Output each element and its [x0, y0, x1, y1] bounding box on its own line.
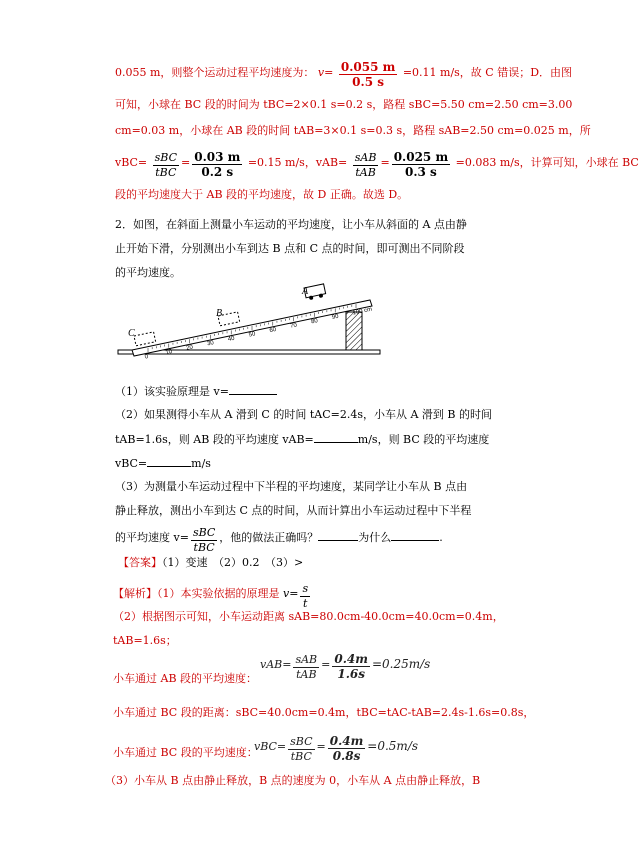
analysis-part-2-line-2: tAB=1.6s；	[113, 634, 177, 647]
part-3-line-1: （3）为测量小车运动过程中下半程的平均速度，某同学让小车从 B 点由	[115, 480, 468, 493]
analysis-part-2-line-1: （2）根据图示可知，小车运动距离 sAB=80.0cm-40.0cm=40.0cm=0.4m，	[113, 610, 504, 623]
ab-label: 小车通过 AB 段的平均速度：	[113, 672, 258, 685]
analysis-text: 0.055 m，则整个运动过程平均速度为：	[115, 66, 315, 79]
analysis-text: （1）本实验依据的原理是	[157, 587, 280, 600]
ruler-mark-label: 50	[248, 331, 257, 339]
analysis-part-3: （3）小车从 B 点由静止释放，B 点的速度为 0，小车从 A 点由静止释放，B	[105, 774, 481, 787]
fraction-numerator: 0.025 m	[393, 150, 449, 164]
incline-figure	[118, 282, 388, 364]
ab-formula: vAB= $\frac{\text{sAB}}{\text{tAB}}$ = $\frac{0.4m}{1.6s}$ =0.25m/s	[260, 652, 431, 681]
fraction-numerator: 0.4m	[334, 652, 368, 666]
fraction	[191, 526, 217, 555]
ruler-mark-label: 90	[331, 313, 340, 321]
fraction-numerator: 0.03 m	[194, 150, 241, 164]
bc-label: 小车通过 BC 段的平均速度：	[113, 746, 258, 759]
analysis-tag: 【解析】	[113, 587, 157, 600]
ruler-mark-label: 40	[227, 335, 236, 343]
fraction	[153, 151, 179, 180]
fraction-numerator: sBC	[154, 151, 177, 164]
answer-text: （1）变速 （2）0.2 （3）>	[162, 556, 304, 569]
part-2-line-3	[115, 456, 211, 471]
part-2-text: vBC=	[115, 457, 148, 470]
part-2-line-1: （2）如果测得小车从 A 滑到 C 的时间 tAC=2.4s，小车从 A 滑到 B 的时间	[115, 408, 492, 421]
fraction-numerator: sAB	[354, 151, 377, 164]
fraction	[288, 735, 314, 764]
part-3-line-3	[115, 526, 443, 555]
analysis-line-4: vBC= $\frac{\text{sBC}}{\text{tBC}}$ = $\frac{0.03 m}{0.2 s}$ =0.15 m/s，vAB= $\frac{\text{sAB}}{\text{tAB}}$ = $\frac{0.025 m}{0.3 s}$ =0.083 m/s，计算可知，小球在 BC	[115, 150, 639, 179]
answer-blank[interactable]	[318, 530, 358, 541]
formula-result: =0.25m/s	[371, 657, 431, 671]
ruler-mark-label: 100 cm	[352, 306, 373, 317]
answer-blank[interactable]	[314, 432, 358, 443]
formula-text: vBC=	[115, 156, 148, 169]
fraction	[300, 582, 310, 611]
formula-text: vAB=	[260, 658, 292, 671]
fraction-denominator: tBC	[290, 750, 312, 763]
fraction-denominator: 0.8s	[332, 749, 361, 763]
fraction-numerator: sBC	[290, 735, 313, 748]
label-a: A	[302, 286, 309, 297]
formula-v: v=	[283, 587, 299, 600]
question-line-2: 止开始下滑，分别测出小车到达 B 点和 C 点的时间，即可测出不同阶段	[115, 242, 465, 255]
part-2-line-2	[115, 432, 489, 447]
fraction-denominator: tAB	[355, 166, 376, 179]
fraction-numerator: sBC	[192, 526, 216, 539]
answer-blank[interactable]	[229, 384, 277, 395]
formula-result: =0.5m/s	[367, 739, 419, 753]
fraction	[293, 653, 319, 682]
analysis-text: =0.11 m/s，故 C 错误；D．由图	[402, 66, 573, 79]
part-3-line-2: 静止释放，测出小车到达 C 点的时间，从而计算出小车运动过程中下半程	[115, 504, 472, 517]
ruler-mark-label: 30	[206, 340, 215, 348]
answer-line	[118, 556, 303, 570]
analysis-line-2: 可知，小球在 BC 段的时间为 tBC=2×0.1 s=0.2 s，路程 sBC=5.50 cm=2.50 cm=3.00	[115, 98, 573, 111]
fraction-denominator: 0.5 s	[352, 75, 384, 89]
part-2-text: tAB=1.6s，则 AB 段的平均速度 vAB=	[115, 433, 314, 446]
fraction-denominator: 1.6s	[337, 667, 365, 681]
fraction-denominator: 0.3 s	[405, 165, 437, 179]
part-2-text: m/s，则 BC 段的平均速度	[357, 433, 490, 446]
fraction	[192, 150, 242, 179]
fraction-numerator: 0.4m	[329, 734, 364, 748]
fraction	[392, 150, 450, 179]
part-3-text: .	[439, 531, 443, 544]
formula-text: vBC=	[254, 740, 287, 753]
label-b: B	[216, 308, 223, 319]
fraction-numerator: 0.055 m	[340, 60, 396, 74]
bc-distance: 小车通过 BC 段的距离：sBC=40.0cm=0.4m，tBC=tAC-tAB=2.4s-1.6s=0.8s，	[113, 706, 535, 719]
answer-tag: 【答案】	[118, 556, 162, 569]
analysis-line-1	[115, 60, 572, 89]
part-2-text: m/s	[191, 457, 211, 470]
analysis-part-1	[113, 582, 312, 611]
fraction-denominator: tBC	[193, 541, 215, 554]
part-1-text: （1）该实验原理是 v=	[115, 385, 229, 398]
ruler-mark-label: 20	[185, 344, 194, 352]
support-block	[346, 312, 362, 350]
ruler-mark-label: 80	[310, 318, 319, 326]
bc-formula: vBC= $\frac{\text{sBC}}{\text{tBC}}$ = $\frac{0.4m}{0.8s}$ =0.5m/s	[254, 734, 419, 763]
fraction	[353, 151, 379, 180]
ruler-mark-label: 0	[144, 354, 149, 361]
ruler-mark-label: 10	[165, 348, 173, 357]
cart-c	[134, 332, 156, 346]
fraction-denominator: tBC	[155, 166, 177, 179]
formula-text: =0.15 m/s，vAB=	[247, 156, 348, 169]
part-1	[115, 384, 277, 399]
label-c: C	[128, 328, 135, 339]
analysis-line-5: 段的平均速度大于 AB 段的平均速度，故 D 正确。故选 D。	[115, 188, 409, 201]
answer-blank[interactable]	[391, 530, 439, 541]
part-3-text: ，他的做法正确吗？	[219, 531, 319, 544]
fraction	[339, 60, 397, 89]
formula-text: =0.083 m/s，计算可知，小球在 BC	[455, 156, 639, 169]
question-line-1: 2．如图，在斜面上测量小车运动的平均速度，让小车从斜面的 A 点由静	[115, 218, 467, 231]
fraction-denominator: 0.2 s	[201, 165, 234, 179]
answer-blank[interactable]	[147, 456, 191, 467]
question-line-3: 的平均速度。	[115, 266, 181, 279]
formula-v: v=	[317, 66, 334, 79]
part-3-text: 的平均速度 v=	[115, 531, 189, 544]
fraction-numerator: s	[302, 582, 309, 595]
fraction	[328, 734, 366, 763]
ruler-mark-label: 60	[269, 326, 277, 335]
fraction-denominator: t	[303, 597, 308, 610]
fraction	[332, 652, 370, 681]
fraction-numerator: sAB	[295, 653, 318, 666]
analysis-line-3: cm=0.03 m，小球在 AB 段的时间 tAB=3×0.1 s=0.3 s，路程 sAB=2.50 cm=0.025 m，所	[115, 124, 591, 137]
ruler-mark-label: 70	[289, 322, 298, 330]
fraction-denominator: tAB	[296, 668, 317, 681]
part-3-text: 为什么	[358, 531, 392, 544]
